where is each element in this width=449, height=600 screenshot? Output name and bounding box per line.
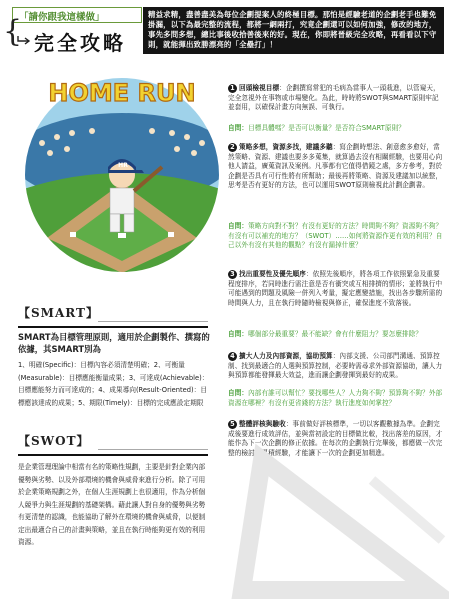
arrow-right-icon bbox=[16, 33, 32, 45]
smart-lead: SMART為目標管理原則，適用於企劃製作、撰寫的依據，其SMART別為 bbox=[18, 332, 210, 354]
step-body: ：寫企劃時想法、創意愈多愈好，當然策略、資源、建議也要多多蒐集，就算過去沒有相關經驗，也要用心向他人請益，廣蒐資訊及案例。凡事都有它值得借鏡之處，多方參考，對於企劃是否具有可行性將有所幫助；最後再將策略、資源及建議加以統整，思考是否有更好的方法，也可以運用SWOT原則檢視此計劃企劃書。 bbox=[228, 143, 443, 190]
brace-icon: { bbox=[3, 14, 23, 49]
step-title: 回頭檢視目標 bbox=[239, 84, 280, 92]
triangle-watermark-icon bbox=[222, 420, 449, 600]
step-body: ：依照先後順序，將各項工作依照緊急及重要程度排序，若同時進行需注意是否有衝突或互相排擠的情形；並將執行中可能遇到的問題及風險一併列入考量，擬定應變措施，找出各步驟所需的時間與人力，且在執行時隨時檢視與修正，確保進度不致落後。 bbox=[228, 270, 443, 307]
cap-logo: HR bbox=[118, 162, 128, 169]
header-tag-box bbox=[12, 7, 142, 23]
home-run-illustration bbox=[22, 63, 222, 278]
swot-body: 是企業管理理論中相當有名的策略性規劃，主要是針對企業內部優勢與劣勢、以及外部環境的機會與威脅來進行分析。除了可用於企業策略規劃之外，在個人生涯規劃上也很適用，作為分析個人競爭力與生涯規劃的基礎架構。藉此讓人對自身的優勢與劣勢有更清楚的認識，也能協助了解外在環境的機會與威脅，以便制定出最適合自己的計畫與策略，並且在執行時能夠更有效的利用資源。 bbox=[18, 463, 206, 546]
step-4 bbox=[228, 352, 443, 381]
smart-body: 1、明確(Specific)：目標內容必須清楚明確；2、可衡量(Measurable)：目標應能衡量成果；3、可達成(Achievable)：目標應能努力而可達成的；4、成果導向(Result-Oriented)：目標應該達成的成果；5、期限(Timely)：目標的完成應設定期限 bbox=[18, 361, 209, 407]
home-run-banner: HOME RUN bbox=[48, 79, 196, 107]
intro-text: 精益求精，盡善盡美為每位企劃提案人的終極目標。那怕是經驗老道的企劃老手也難免掛漏，以下為最完整的流程，都將一網兩打，究竟企劃還可以如何加強，修改的地方，事先多問多想，總比事後收拾善後來的好。現在，你即將晉級完全攻略，再看看以下守則，就能揮出致勝漂亮的「全壘打」！ bbox=[148, 10, 437, 49]
step-number: 5 bbox=[228, 420, 237, 429]
step-number: 1 bbox=[228, 84, 237, 93]
divider bbox=[98, 321, 208, 322]
step-title: 策略多想，資源多找，建議多聽 bbox=[239, 143, 333, 151]
step-1 bbox=[228, 84, 443, 113]
step-number: 4 bbox=[228, 352, 237, 361]
divider bbox=[98, 449, 208, 450]
step-2-question: 自問：策略方向對不對？有沒有更好的方法？時間夠不夠？資源夠不夠？有沒有可以補充的地方？（SWOT）……如何將資源作更有效的利用？自己以外有沒有其他的觀點？有沒有漏掉什麼？ bbox=[228, 222, 443, 250]
step-3 bbox=[228, 270, 443, 308]
step-number: 3 bbox=[228, 270, 237, 279]
swot-title: 【SWOT】 bbox=[18, 434, 90, 448]
step-title: 擴大人力及內部資源，協助預算 bbox=[239, 352, 333, 360]
step-body: ：內部支援、公司部門溝通、預算控制、找到最適合的人選與預算控制，必要時需尋求外部資源協助，讓人力與預算都能發揮最大效益，進而讓企劃發揮到最好的成果。 bbox=[228, 352, 443, 380]
smart-title: 【SMART】 bbox=[18, 306, 99, 320]
step-title: 找出重要性及優先順序 bbox=[239, 270, 306, 278]
swot-heading bbox=[18, 432, 208, 456]
step-3-question: 自問：哪個部分最重要？最不能缺？會有什麼阻力？要怎麼排除？ bbox=[228, 330, 423, 338]
step-2 bbox=[228, 143, 443, 191]
page-title: 完全攻略 bbox=[34, 31, 126, 55]
step-1-question: 自問：目標具體嗎？是否可以衡量？是否符合SMART原則？ bbox=[228, 124, 405, 132]
step-number: 2 bbox=[228, 143, 237, 152]
intro-box bbox=[143, 7, 444, 54]
step-title: 整體評核與驗收 bbox=[239, 420, 286, 428]
header-tag: 「請你跟我這樣做」 bbox=[19, 12, 105, 23]
step-body: ：企劃撰寫常犯的毛病為當事人一頭栽進，以管窺天，完全忽視外在事物或市場變化。為此，時時將SWOT與SMART原則牢記並套用，以確保計畫方向無誤、可執行。 bbox=[228, 84, 440, 112]
step-body: ：事前做好評核標準，一切以客觀數據為準。企劃完成後要進行成效評估，並與當初設定的目標做比較，找出落差的原因，才能作為下一次企劃的修正依據。在每次的企劃執行完畢後，都應做一次完整的檢討，累積經驗，才能讓下一次的企劃更加精進。 bbox=[228, 420, 443, 457]
step-4-question: 自問：內部有誰可以幫忙？要找哪些人？人力夠不夠？預算夠不夠？外部資源在哪裡？有沒有更省錢的方法？執行進度如何掌控？ bbox=[228, 389, 443, 407]
smart-heading bbox=[18, 304, 208, 328]
